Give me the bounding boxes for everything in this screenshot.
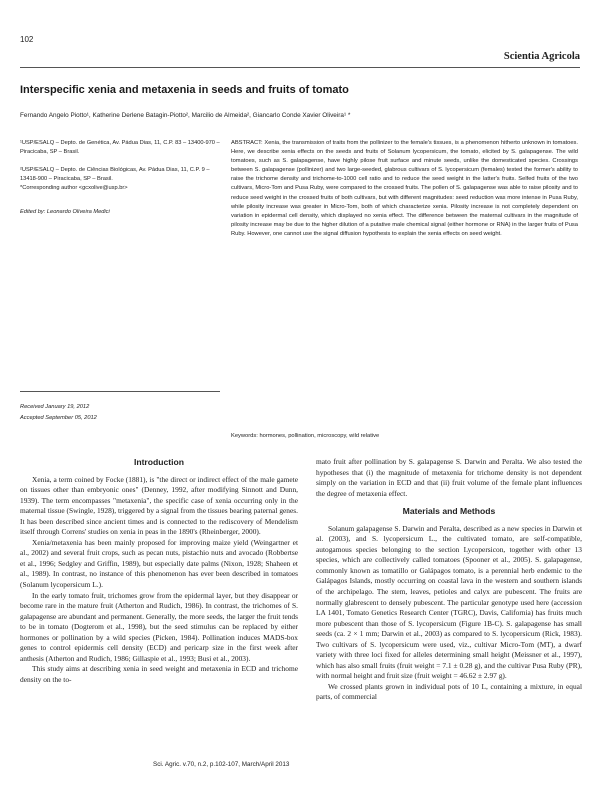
left-column [20, 457, 298, 685]
abstract: ABSTRACT: Xenia, the transmission of traits from the pollinizer to the female's tissues, is a phenomenon hitherto unknown in tomatoes. Here, we describe xenia effects on the seeds and fruits of Solanum lycopersicum, the tomato, elicited by S. galapagense. The wild tomatoes, such as S. galapagense, have highly pilose fruit surface and minute seeds, unlike the domesticated species. Crossings between S. galapagense (pollinizer) and two large-seeded, glabrous cultivars of S. lycopersicum (females) tested the former's ability to raise the trichome density and trichome-to-1000 cell ratio and to reduce the seed weight in the latter's fruits. Selfed fruits of the two cultivars, Micro-Tom and Pusa Ruby, were compared to the crossed fruits. The pollen of S. galapagense was able to raise pilosity and to reduce seed weight in the crossed fruits of both cultivars, but with different magnitudes: seed reduction was more intense in Pusa Ruby, while pilosity increase was greater in Micro-Tom, both of which characterize xenia. Pilosity increase is not completely dependent on variation in epidermal cell density, which displayed no xenia effect. The difference between the maternal cultivars in the magnitude of pilosity increase may be due to the higher dilution of a putative male chemical signal (either hormone or RNA) in the larger fruits of Pusa Ruby. However, one cannot use the signal diffusion hypothesis to explain the xenia effects on seed weight. [231, 140, 578, 237]
journal-name: Scientia Agricola [503, 51, 580, 62]
author-list: Fernando Angelo Piotto¹, Katherine Derlene Batagin-Piotto², Marcilio de Almeida², Giancarlo Conde Xavier Oliveira¹ * [20, 112, 351, 119]
intro-paragraph-2: Xenia/metaxenia has been mainly proposed for improving maize yield (Weingartner et al., 2002) and several fruit crops, such as pecan nuts, pistachio nuts and avocado (Robbertse et al., 1996; Sedgley and Griffin, 1989), but especially date palms (Nixon, 1928; Shaheen et al., 1989). In contrast, no instance of this phenomenon has ever been described in tomatoes (Solanum lycopersicum L.). [20, 537, 298, 590]
article-title: Interspecific xenia and metaxenia in seeds and fruits of tomato [20, 84, 349, 96]
intro-paragraph-1: Xenia, a term coined by Focke (1881), is "the direct or indirect effect of the male gamete on tissues other than embryonic ones" (Denney, 1992, after modifying Sinnott and Dunn, 1939). The term encompasses "metaxenia", the specific case of xenia occurring only in the maternal tissue (Swingle, 1928), triggered by a signal from the tissues bearing paternal genes. It has been described since ancient times and is connected to the rediscovery of Mendelism itself through Correns' studies on xenia in peas in the 1890's (Rheinberger, 2000). [20, 474, 298, 537]
header-rule [20, 67, 580, 68]
intro-continuation: mato fruit after pollination by S. galapagense S. Darwin and Peralta. We also tested the hypotheses that (i) the magnitude of metaxenia for trichome density is not dependent simply on the variation in ECD and that (ii) fruit volume of the female plant influences the degree of metaxenia effect. [316, 457, 582, 498]
keywords: Keywords: hormones, pollination, microscopy, wild relative [231, 433, 380, 439]
corresponding-author: *Corresponding author <gcxolive@usp.br> [20, 185, 128, 191]
methods-heading: Materials and Methods [402, 506, 496, 517]
edited-by: Edited by: Leonardo Oliveira Medici [20, 209, 110, 215]
affiliation-2: ²USP/ESALQ – Depto. de Ciências Biológicas, Av. Pádua Dias, 11, C.P. 9 – 13418-900 – Piracicaba, SP – Brasil. [20, 167, 210, 182]
intro-paragraph-3: In the early tomato fruit, trichomes grow from the epidermal layer, but they disappear or become rare in the mature fruit (Atherton and Rudich, 1986). In contrast, the trichomes of S. galapagense are abundant and permanent. Generally, the more seeds, the larger the fruit tends to be in tomato (Dogterom et al., 1998), but the seed stimulus can be replaced by either hormones or pollination by a wild species (Picken, 1984). Pollination induces MADS-box genes to control epidermis cell density (ECD) and pericarp size in the first week after anthesis (Atherton and Rudich, 1986; Gillaspie et al., 1993; Busi et al., 2003). [20, 590, 298, 663]
intro-paragraph-4: This study aims at describing xenia in seed weight and metaxenia in ECD and trichome density on the to- [20, 664, 298, 684]
page-number: 102 [20, 35, 34, 44]
accepted-date: Accepted September 05, 2012 [20, 415, 97, 421]
dates-rule [20, 391, 220, 392]
methods-paragraph-2: We crossed plants grown in individual pots of 10 L, containing a mixture, in equal parts, of commercial [316, 681, 582, 702]
methods-paragraph-1: Solanum galapagense S. Darwin and Peralta, described as a new species in Darwin et al. (2003), and S. lycopersicum L., the cultivated tomato, are self-compatible, autogamous species belonging to the section Lycopersicon, together with other 13 species, which are collectively called tomatoes (Spooner et al., 2005). S. galapagense, commonly known as tomatillo or Galápagos tomato, is a perennial herb endemic to the Galápagos Islands, mostly occurring on coastal lava in the western and southern islands of the archipelago. The stem, leaves, petioles and calyx are pubescent. The fruits are normally glabrescent to densely pubescent. The particular genotype used here (accession LA 1401, Tomato Genetics Research Center (TGRC), Davis, California) has fruits much more pubescent than those of S. lycopersicum (Figure 1B-C). S. galapagense has small seeds (ca. 2 × 1 mm; Darwin et al., 2003) as compared to S. lycopersicum (Rick, 1983). Two cultivars of S. lycopersicum were used, viz., cultivar Micro-Tom (MT), a dwarf variety with three loci fixed for alleles determining small height (Meissner et al., 1997), which has also small fruits (fruit weight = 7.1 ± 0.28 g), and the cultivar Pusa Ruby (PR), with normal height and fruit size (fruit weight = 46.62 ± 2.97 g). [316, 523, 582, 681]
introduction-heading: Introduction [133, 457, 185, 467]
received-date: Received January 19, 2012 [20, 404, 90, 410]
affiliation-1: ¹USP/ESALQ – Depto. de Genética, Av. Pádua Dias, 11, C.P. 83 – 13400-970 – Piracicaba, SP – Brasil. [20, 140, 220, 155]
footer-citation: Sci. Agric. v.70, n.2, p.102-107, March/April 2013 [153, 761, 290, 768]
right-column [316, 457, 582, 703]
